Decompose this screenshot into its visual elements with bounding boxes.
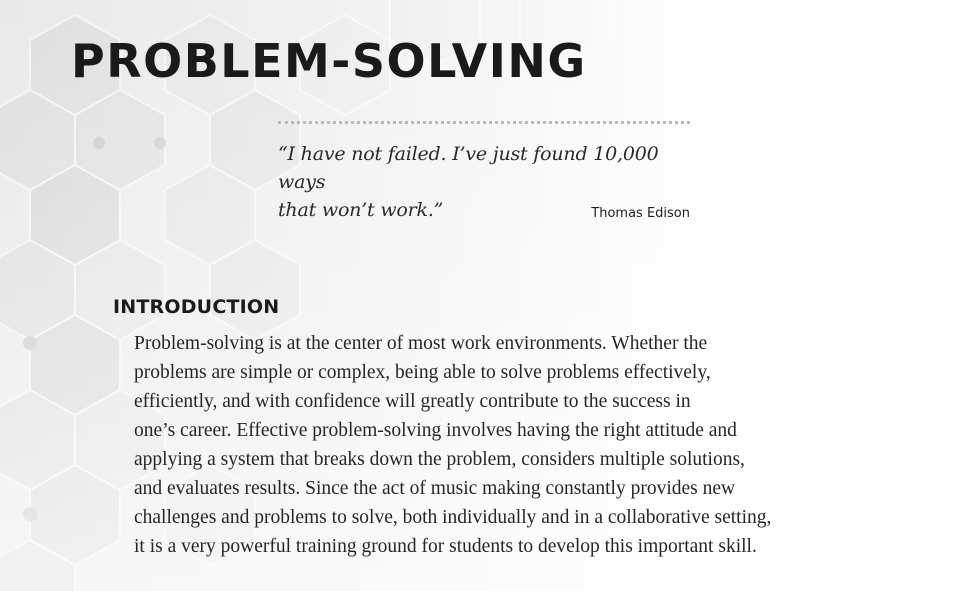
paragraph-line: applying a system that breaks down the problem, considers multiple solutions, [134,449,745,470]
paragraph-line: it is a very powerful training ground for students to develop this important skill. [134,536,757,557]
introduction-paragraph [134,329,834,561]
paragraph-line: challenges and problems to solve, both individually and in a collaborative setting, [134,507,772,528]
quote-author: Thomas Edison [591,206,690,221]
section-heading-introduction: INTRODUCTION [113,296,280,318]
paragraph-line: and evaluates results. Since the act of music making constantly provides new [134,478,736,499]
quote-line: that won’t work.” [278,199,444,221]
paragraph-line: one’s career. Effective problem-solving involves having the right attitude and [134,420,737,441]
paragraph-line: efficiently, and with confidence will greatly contribute to the success in [134,391,691,412]
paragraph-line: problems are simple or complex, being able to solve problems effectively, [134,362,711,383]
quote-dotted-divider [278,121,690,124]
page-title: PROBLEM-SOLVING [71,34,587,88]
quote-line: “I have not failed. I’ve just found 10,000 ways [278,143,659,193]
paragraph-line: Problem-solving is at the center of most work environments. Whether the [134,333,708,354]
